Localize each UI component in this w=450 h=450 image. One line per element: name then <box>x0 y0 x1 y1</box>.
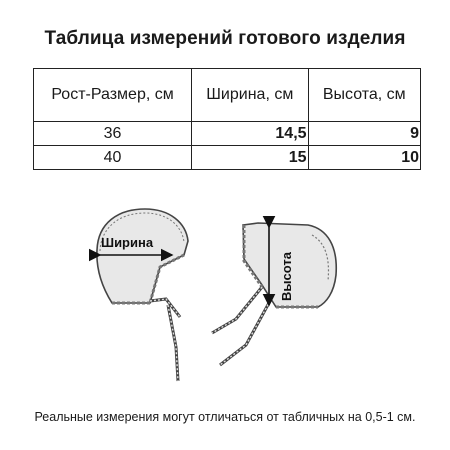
cell-width: 14,5 <box>192 122 308 146</box>
left-tie-2 <box>168 305 178 381</box>
table-row <box>34 146 421 170</box>
cell-size: 36 <box>34 122 192 146</box>
bonnet-side-view <box>97 209 188 381</box>
height-label: Высота <box>279 252 294 301</box>
page-title: Таблица измерений готового изделия <box>44 28 406 49</box>
bonnet-illustration <box>0 195 450 395</box>
cell-width: 15 <box>192 146 308 170</box>
header-width: Ширина, см <box>192 69 308 122</box>
measurements-table <box>33 68 421 170</box>
table-header-row <box>34 69 421 122</box>
cell-height: 9 <box>308 122 420 146</box>
header-height: Высота, см <box>308 69 420 122</box>
width-label: Ширина <box>101 235 154 250</box>
right-tie-1 <box>212 287 262 333</box>
right-tie-2 <box>220 301 270 365</box>
left-tie-1 <box>150 299 180 317</box>
header-size: Рост-Размер, см <box>34 69 192 122</box>
cell-size: 40 <box>34 146 192 170</box>
bonnet-back-view <box>212 223 336 365</box>
cell-height: 10 <box>308 146 420 170</box>
table-row <box>34 122 421 146</box>
footnote: Реальные измерения могут отличаться от табличных на 0,5-1 см. <box>34 410 416 424</box>
